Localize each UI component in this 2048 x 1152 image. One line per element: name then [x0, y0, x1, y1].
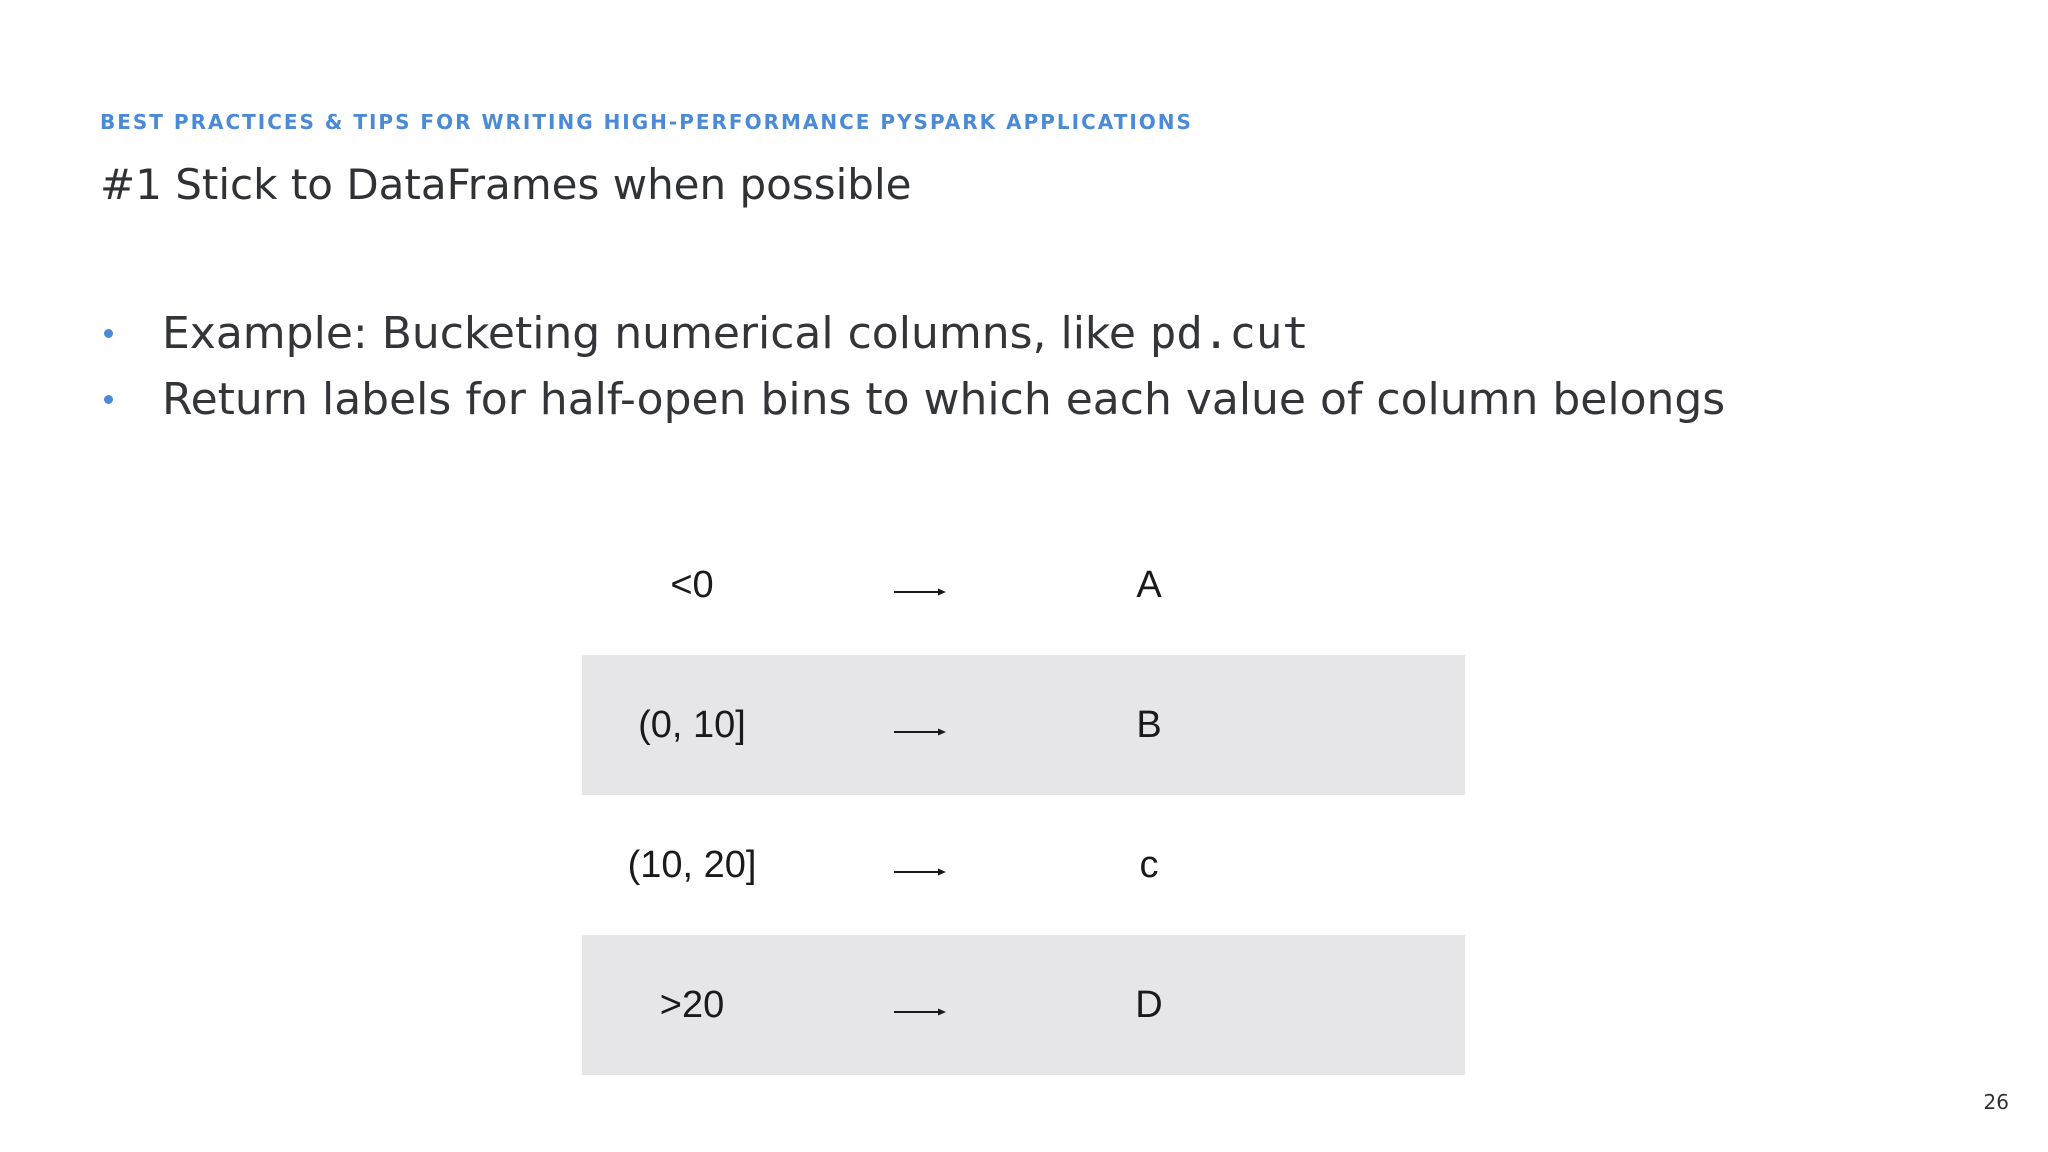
bin-row — [582, 655, 1465, 795]
bin-range: >20 — [659, 984, 725, 1026]
bin-range: <0 — [670, 564, 714, 606]
bin-row — [582, 935, 1465, 1075]
bin-row — [582, 795, 1465, 935]
bullet-dot-icon — [104, 329, 113, 338]
bin-label: B — [1136, 704, 1162, 746]
bin-label: D — [1135, 984, 1163, 1026]
bullet-dot-icon — [104, 395, 113, 404]
bin-label: A — [1136, 564, 1162, 606]
bin-row — [582, 515, 1465, 655]
right-arrow-icon — [894, 587, 946, 597]
bin-label: c — [1139, 844, 1159, 886]
bin-range: (10, 20] — [627, 844, 757, 886]
right-arrow-icon — [894, 867, 946, 877]
bin-range: (0, 10] — [638, 704, 746, 746]
bullet-item — [100, 366, 1725, 432]
bullet-text — [162, 308, 1309, 359]
slide-title: #1 Stick to DataFrames when possible — [100, 160, 912, 209]
inline-code: pd.cut — [1149, 307, 1309, 359]
bullet-text-prefix: Example: Bucketing numerical columns, like — [162, 307, 1150, 359]
bins-table — [582, 515, 1465, 1075]
right-arrow-icon — [894, 1007, 946, 1017]
bullet-item — [100, 300, 1725, 366]
page-number: 26 — [1983, 1090, 2009, 1114]
slide-eyebrow: BEST PRACTICES & TIPS FOR WRITING HIGH-PERFORMANCE PYSPARK APPLICATIONS — [100, 110, 1193, 134]
bullet-list — [100, 300, 1725, 432]
right-arrow-icon — [894, 727, 946, 737]
bullet-text: Return labels for half-open bins to which each value of column belongs — [162, 373, 1726, 425]
